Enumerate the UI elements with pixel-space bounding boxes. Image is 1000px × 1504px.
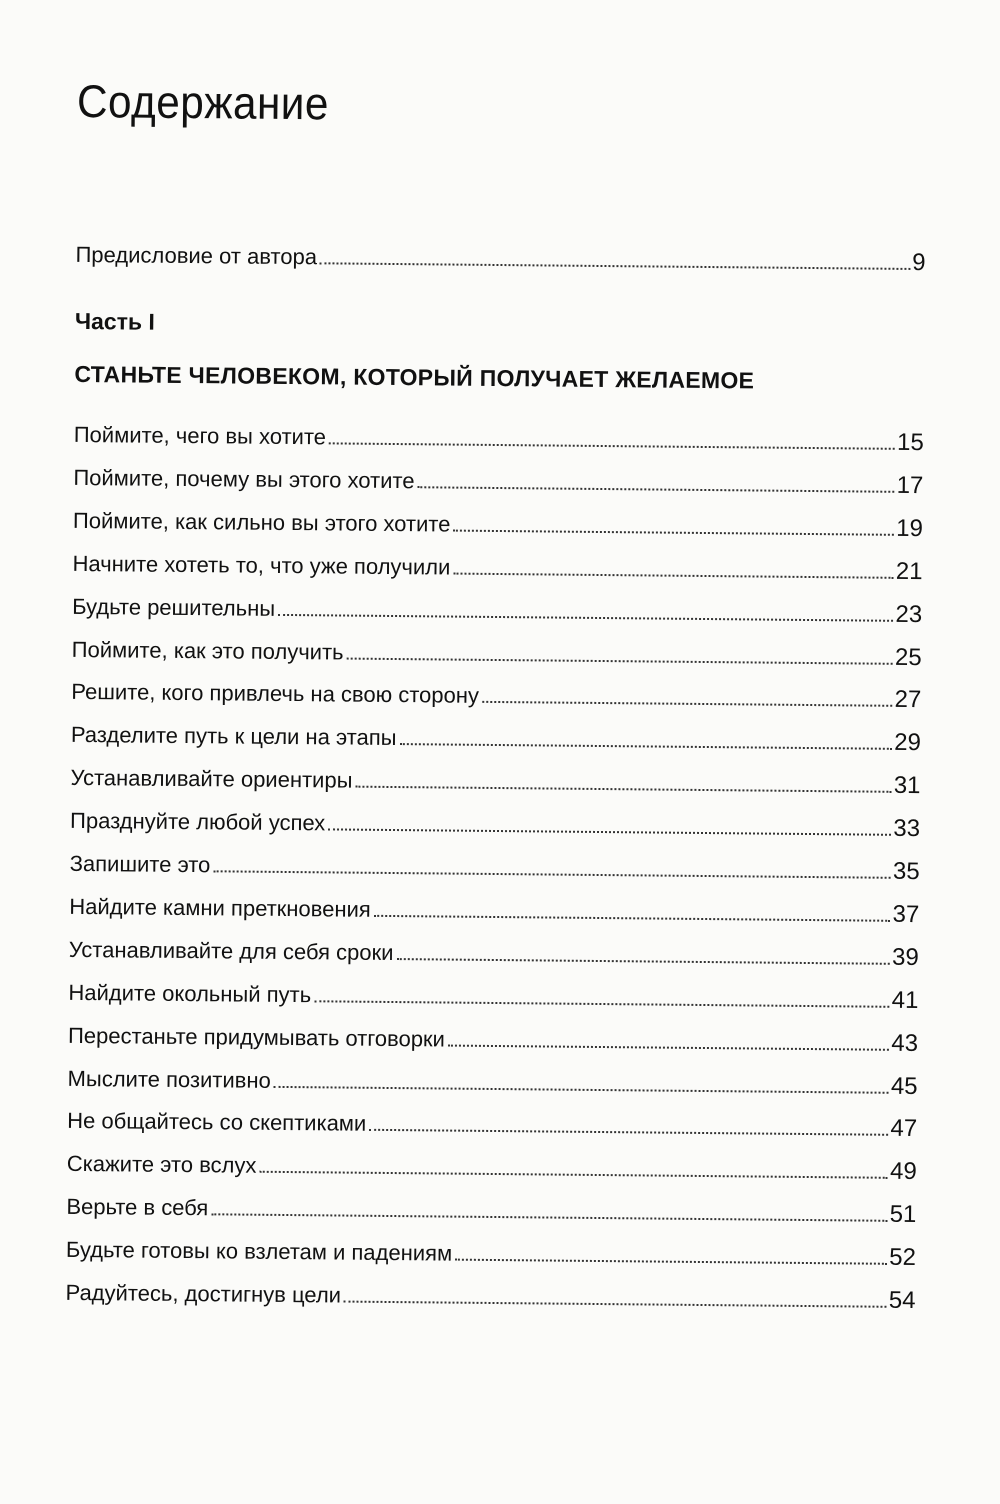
entry-label: Поймите, чего вы хотите: [73, 421, 327, 450]
toc-entry: [73, 507, 923, 543]
dot-leader: [448, 1044, 889, 1050]
entry-page-number: 45: [890, 1072, 918, 1100]
toc-entry: [66, 1193, 916, 1229]
entry-page-number: 35: [892, 857, 920, 886]
entry-label: Начните хотеть то, что уже получили: [72, 550, 451, 580]
dot-leader: [417, 486, 894, 493]
dot-leader: [213, 870, 891, 879]
entry-page-number: 51: [889, 1200, 917, 1229]
entry-page-number: 31: [893, 772, 921, 800]
entry-label: Запишите это: [69, 850, 211, 878]
entry-page-number: 9: [912, 248, 926, 277]
toc-entry: [73, 464, 923, 500]
entry-page-number: 37: [892, 900, 920, 928]
entry-label: Поймите, почему вы этого хотите: [73, 464, 415, 494]
toc-entry: [65, 1279, 915, 1315]
entry-label: Устанавливайте ориентиры: [70, 765, 353, 793]
toc-entry: [70, 807, 920, 843]
dot-leader: [355, 786, 891, 793]
entry-page-number: 54: [888, 1286, 916, 1315]
toc-entry: [70, 850, 920, 886]
dot-leader: [396, 958, 890, 965]
entry-label: Не общайтесь со скептиками: [67, 1108, 367, 1137]
dot-leader: [259, 1171, 888, 1179]
entry-label: Решите, кого привлечь на свою сторону: [71, 679, 480, 709]
dot-leader: [274, 1085, 889, 1093]
entry-label: Устанавливайте для себя сроки: [68, 936, 394, 965]
toc-entry: [71, 721, 921, 757]
entry-page-number: 29: [894, 729, 922, 757]
dot-leader: [482, 701, 893, 707]
toc-entry: [72, 593, 922, 629]
toc-entry: [72, 635, 922, 671]
entry-page-number: 17: [896, 471, 924, 499]
dot-leader: [328, 828, 891, 835]
part-number: Часть I: [74, 307, 155, 335]
dot-leader: [211, 1213, 887, 1221]
toc-entry: [69, 936, 919, 972]
entry-label: Будьте решительны: [72, 593, 276, 621]
entry-page-number: 49: [889, 1158, 917, 1186]
toc-entry-preface: [75, 241, 925, 277]
entry-page-number: 41: [891, 986, 919, 1014]
dot-leader: [314, 1000, 890, 1008]
toc-entry: [72, 550, 922, 586]
toc-entry: [68, 1021, 918, 1057]
entry-label: Найдите камни преткновения: [69, 893, 371, 922]
dot-leader: [455, 1259, 887, 1265]
dot-leader: [344, 1301, 887, 1308]
entry-page-number: 52: [889, 1243, 917, 1272]
entry-label: Радуйтесь, достигнув цели: [65, 1279, 342, 1308]
entry-page-number: 33: [893, 814, 921, 843]
entry-page-number: 21: [895, 557, 923, 585]
entry-label: Празднуйте любой успех: [69, 808, 326, 836]
entry-page-number: 39: [891, 943, 919, 971]
toc-entry: [74, 421, 924, 457]
entry-label: Найдите окольный путь: [68, 979, 312, 1007]
entry-page-number: 19: [896, 514, 924, 542]
dot-leader: [453, 572, 893, 578]
toc-entry: [69, 893, 919, 929]
entry-label: Поймите, как сильно вы этого хотите: [72, 507, 451, 537]
entry-label: Будьте готовы ко взлетам и падениям: [65, 1236, 453, 1266]
entry-label: Предисловие от автора: [75, 241, 318, 270]
toc-entry: [68, 979, 918, 1015]
entry-page-number: 23: [895, 600, 923, 628]
toc-entry: [67, 1150, 917, 1186]
dot-leader: [278, 613, 893, 621]
entry-page-number: 15: [896, 428, 924, 457]
entry-page-number: 47: [890, 1115, 918, 1143]
toc-entry: [66, 1236, 916, 1272]
entry-label: Скажите это вслух: [66, 1151, 257, 1179]
toc-entry: [70, 764, 920, 800]
dot-leader: [347, 657, 893, 664]
dot-leader: [399, 743, 892, 750]
entry-label: Верьте в себя: [66, 1194, 209, 1221]
part-title: СТАНЬТЕ ЧЕЛОВЕКОМ, КОТОРЫЙ ПОЛУЧАЕТ ЖЕЛАЕМОЕ: [74, 360, 755, 394]
entry-label: Перестаньте придумывать отговорки: [67, 1022, 446, 1052]
toc-entry: [67, 1064, 917, 1100]
entry-page-number: 25: [894, 643, 922, 671]
dot-leader: [320, 262, 910, 270]
entry-label: Мыслите позитивно: [67, 1065, 271, 1093]
page-title: Содержание: [76, 74, 330, 130]
entry-page-number: 27: [894, 686, 922, 714]
dot-leader: [329, 442, 895, 449]
toc-entry: [67, 1107, 917, 1143]
entry-label: Поймите, как это получить: [71, 636, 344, 665]
dot-leader: [453, 529, 894, 535]
entry-page-number: 43: [891, 1029, 919, 1057]
dot-leader: [369, 1129, 888, 1136]
toc-entry: [71, 678, 921, 714]
entry-label: Разделите путь к цели на этапы: [70, 722, 397, 751]
dot-leader: [374, 915, 891, 922]
